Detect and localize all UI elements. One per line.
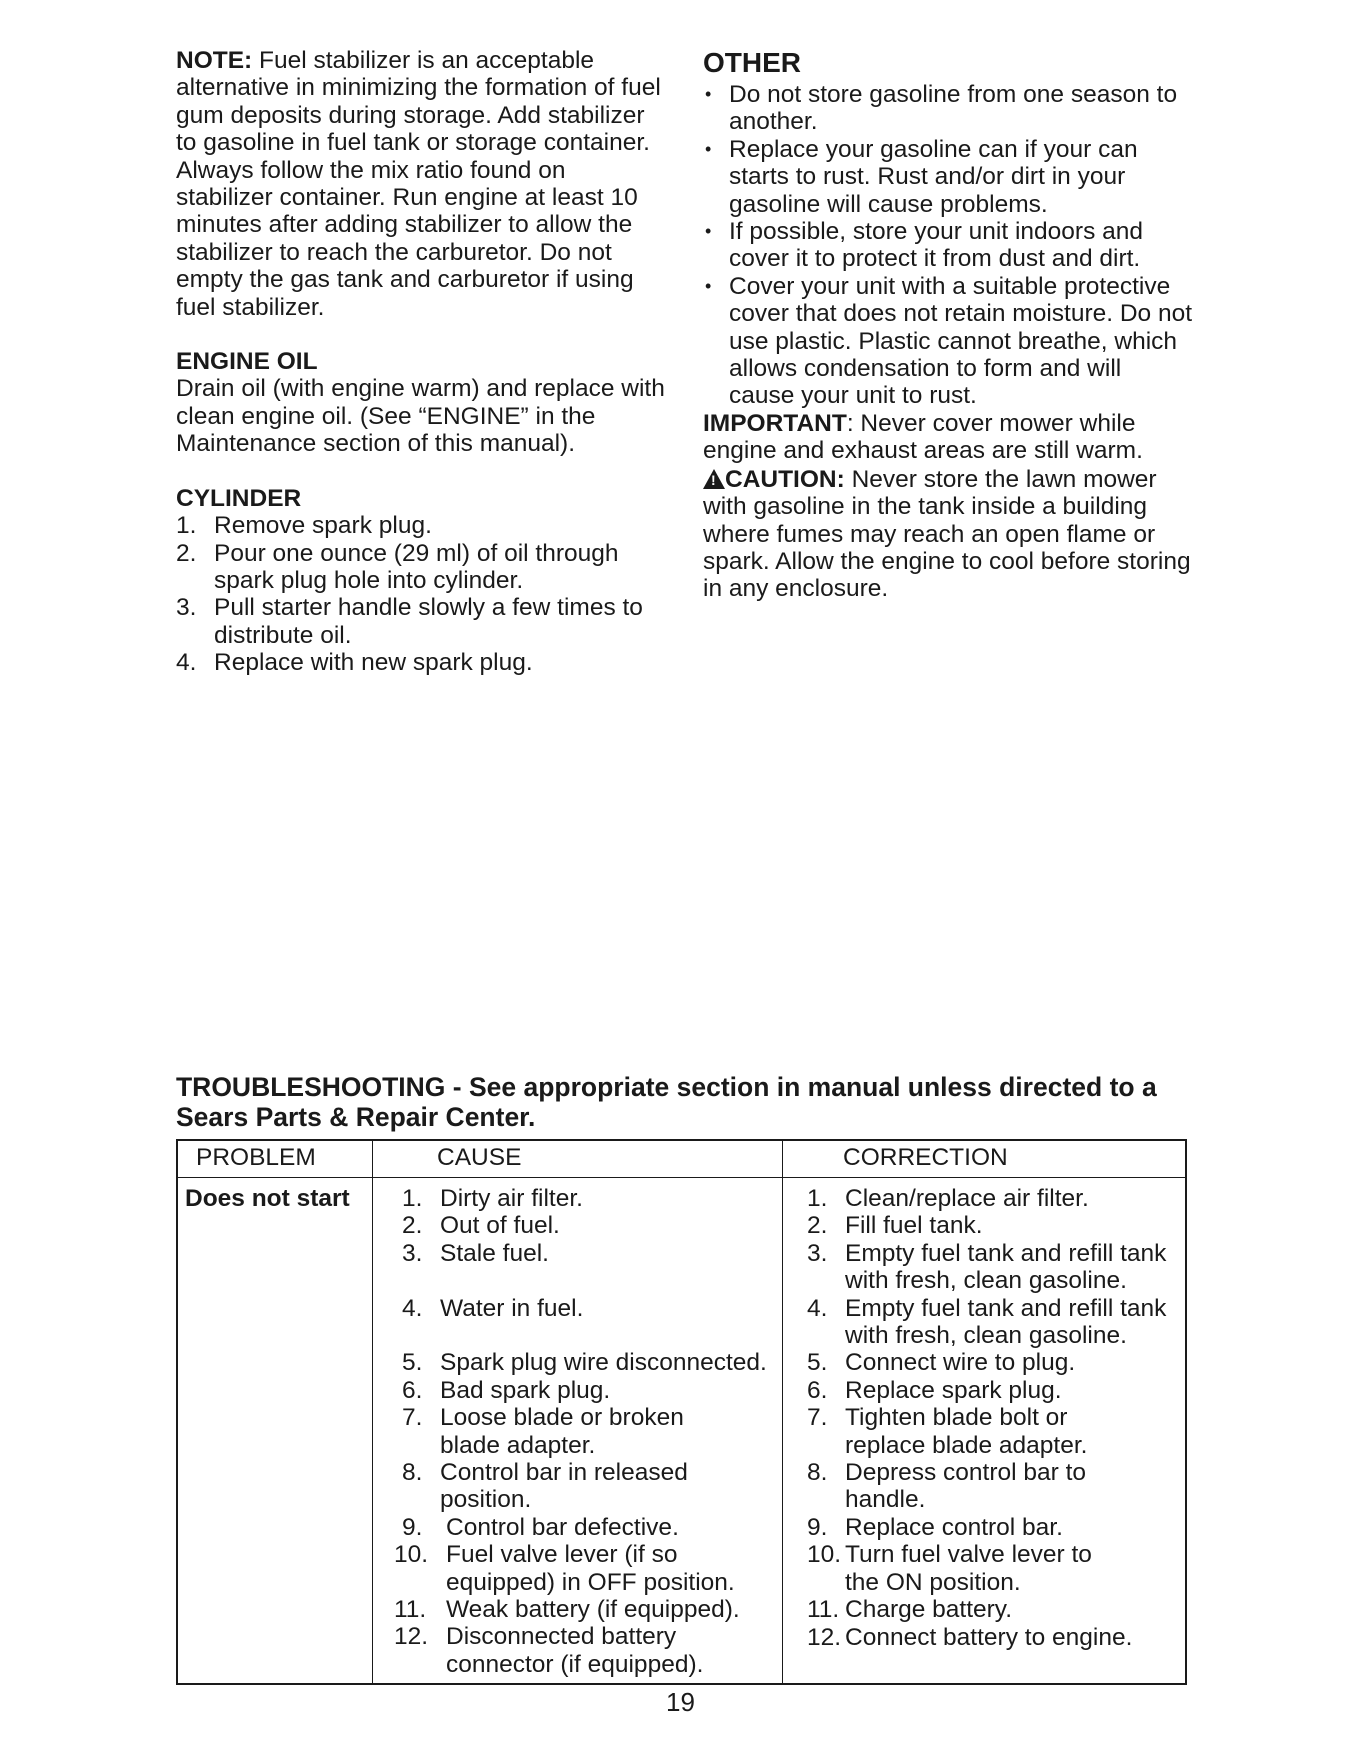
item-number: 2. xyxy=(402,1212,423,1240)
troubleshooting-table xyxy=(176,1139,1187,1685)
list-item xyxy=(807,1624,1187,1651)
item-number: 3. xyxy=(807,1239,828,1267)
item-text: Disconnected battery connector (if equipped). xyxy=(446,1623,704,1678)
item-number: 6. xyxy=(807,1376,828,1404)
item-number: 2. xyxy=(807,1212,828,1240)
item-text: Fuel valve lever (if so equipped) in OFF position. xyxy=(446,1541,735,1596)
list-item: • Replace your gasoline can if your can starts to rust. Rust and/or dirt in your gasoline will cause problems. xyxy=(703,136,1193,218)
item-number: 4. xyxy=(807,1294,828,1322)
header-problem: PROBLEM xyxy=(196,1144,316,1171)
step-number: 4. xyxy=(176,649,197,677)
list-item xyxy=(807,1541,1115,1596)
list-item xyxy=(176,649,666,676)
list-item xyxy=(402,1404,700,1459)
item-text: Weak battery (if equipped). xyxy=(446,1596,740,1624)
item-text: Control bar in released position. xyxy=(440,1459,688,1514)
item-text: Bad spark plug. xyxy=(440,1376,611,1404)
list-item xyxy=(807,1404,1135,1459)
correction-list xyxy=(807,1185,1187,1651)
item-text: Stale fuel. xyxy=(440,1239,549,1267)
important-text: : Never cover mower while engine and exhaust areas are still warm. xyxy=(703,409,1143,465)
item-text: Water in fuel. xyxy=(440,1294,584,1322)
step-number: 2. xyxy=(176,539,197,567)
item-text: Connect battery to engine. xyxy=(845,1623,1133,1651)
item-text: Connect wire to plug. xyxy=(845,1349,1076,1377)
item-text: Out of fuel. xyxy=(440,1212,560,1240)
right-column xyxy=(703,47,1193,603)
step-number: 3. xyxy=(176,594,197,622)
item-text: Loose blade or broken blade adapter. xyxy=(440,1404,684,1459)
important-label: IMPORTANT xyxy=(703,409,847,437)
engine-oil-text: Drain oil (with engine warm) and replace with clean engine oil. (See “ENGINE” in the Maintenance section of this manual). xyxy=(176,375,665,458)
item-number: 10. xyxy=(394,1541,429,1569)
item-number: 8. xyxy=(807,1459,828,1487)
item-number: 6. xyxy=(402,1376,423,1404)
item-number: 1. xyxy=(402,1185,423,1212)
item-text: Empty fuel tank and refill tank with fresh, clean gasoline. xyxy=(845,1239,1167,1295)
list-item: • Cover your unit with a suitable protective cover that does not retain moisture. Do not use plastic. Plastic cannot breathe, which allows condensation to form and will cause your unit to rust. xyxy=(703,273,1193,410)
item-number: 5. xyxy=(807,1349,828,1377)
step-text: Pour one ounce (29 ml) of oil through spark plug hole into cylinder. xyxy=(214,539,619,594)
cause-cell xyxy=(394,1185,778,1678)
list-item xyxy=(402,1295,778,1322)
header-divider xyxy=(178,1177,1185,1178)
warning-triangle-icon xyxy=(703,469,725,489)
column-divider xyxy=(372,1141,373,1683)
list-item xyxy=(807,1596,1187,1623)
step-text: Remove spark plug. xyxy=(214,512,432,540)
item-text: Fill fuel tank. xyxy=(845,1212,983,1240)
troubleshooting-title: TROUBLESHOOTING - See appropriate section in manual unless directed to a Sears Parts & Repair Center. xyxy=(176,1072,1157,1132)
item-number: 5. xyxy=(402,1349,423,1377)
important-paragraph xyxy=(703,410,1193,465)
problem-cell: Does not start xyxy=(185,1185,350,1212)
item-number: 12. xyxy=(394,1623,429,1651)
list-item xyxy=(176,594,666,649)
other-bullets xyxy=(703,81,1193,410)
list-item xyxy=(402,1514,778,1541)
caution-paragraph xyxy=(703,466,1193,603)
list-item xyxy=(394,1596,778,1623)
item-number: 8. xyxy=(402,1459,423,1487)
list-item: • If possible, store your unit indoors and cover it to protect it from dust and dirt. xyxy=(703,218,1193,273)
item-number: 7. xyxy=(402,1404,423,1432)
list-item xyxy=(402,1459,700,1514)
list-item xyxy=(402,1377,778,1404)
list-item xyxy=(402,1185,778,1212)
item-text: Tighten blade bolt or replace blade adapter. xyxy=(845,1404,1088,1459)
list-item xyxy=(402,1240,778,1267)
item-text: Turn fuel valve lever to the ON position. xyxy=(845,1541,1092,1596)
column-divider xyxy=(782,1141,783,1683)
item-text: Depress control bar to handle. xyxy=(845,1459,1087,1514)
list-item xyxy=(807,1240,1187,1295)
item-number: 12. xyxy=(807,1623,842,1651)
list-item xyxy=(807,1295,1187,1350)
page-number: 19 xyxy=(666,1687,695,1717)
step-text: Replace with new spark plug. xyxy=(214,649,533,677)
note-text: Fuel stabilizer is an acceptable alternative in minimizing the formation of fuel gum deposits during storage. Add stabilizer to gasoline in fuel tank or storage container. Always follow the mix ratio found on stabilizer container. Run engine at least 10 minutes after adding stabilizer to allow the stabilizer to reach the carburetor. Do not empty the gas tank and carburetor if using fuel stabilizer. xyxy=(176,47,661,321)
item-text: Spark plug wire disconnected. xyxy=(440,1349,767,1377)
item-number: 7. xyxy=(807,1404,828,1432)
item-text: Dirty air filter. xyxy=(440,1185,583,1212)
list-item xyxy=(807,1185,1187,1212)
note-label: NOTE: xyxy=(176,47,253,74)
item-text: Replace control bar. xyxy=(845,1513,1063,1541)
item-number: 10. xyxy=(807,1541,842,1569)
item-number: 11. xyxy=(394,1596,427,1624)
correction-cell xyxy=(807,1185,1187,1651)
item-text: Empty fuel tank and refill tank with fresh, clean gasoline. xyxy=(845,1294,1167,1350)
item-number: 11. xyxy=(807,1596,840,1624)
list-item xyxy=(807,1377,1187,1404)
list-item xyxy=(394,1623,716,1678)
item-number: 1. xyxy=(807,1185,828,1212)
item-text: Replace spark plug. xyxy=(845,1376,1062,1404)
item-number: 9. xyxy=(402,1513,423,1541)
caution-text: Never store the lawn mower with gasoline in the tank inside a building where fumes may reach an open flame or spark. Allow the engine to cool before storing in any enclosure. xyxy=(703,465,1191,603)
left-column xyxy=(176,47,666,677)
step-number: 1. xyxy=(176,512,197,540)
list-item: • Do not store gasoline from one season to another. xyxy=(703,81,1193,136)
list-item xyxy=(402,1212,778,1239)
item-number: 4. xyxy=(402,1294,423,1322)
note-paragraph xyxy=(176,47,666,321)
step-text: Pull starter handle slowly a few times to distribute oil. xyxy=(214,594,643,649)
header-cause: CAUSE xyxy=(437,1144,522,1171)
list-item xyxy=(807,1514,1187,1541)
list-item xyxy=(176,512,666,539)
item-text: Control bar defective. xyxy=(446,1513,679,1541)
list-item xyxy=(176,540,666,595)
item-text: Charge battery. xyxy=(845,1596,1013,1624)
engine-oil-heading: ENGINE OIL xyxy=(176,348,318,376)
list-item xyxy=(807,1349,1187,1376)
header-correction: CORRECTION xyxy=(843,1144,1008,1171)
item-number: 9. xyxy=(807,1513,828,1541)
list-item xyxy=(402,1349,778,1376)
caution-label: CAUTION: xyxy=(725,465,845,493)
list-item xyxy=(807,1459,1135,1514)
item-text: Clean/replace air filter. xyxy=(845,1185,1089,1212)
cause-list xyxy=(394,1185,778,1678)
other-heading: OTHER xyxy=(703,47,801,78)
cylinder-heading: CYLINDER xyxy=(176,484,302,512)
item-number: 3. xyxy=(402,1239,423,1267)
list-item xyxy=(394,1541,746,1596)
list-item xyxy=(807,1212,1187,1239)
cylinder-steps xyxy=(176,512,666,676)
